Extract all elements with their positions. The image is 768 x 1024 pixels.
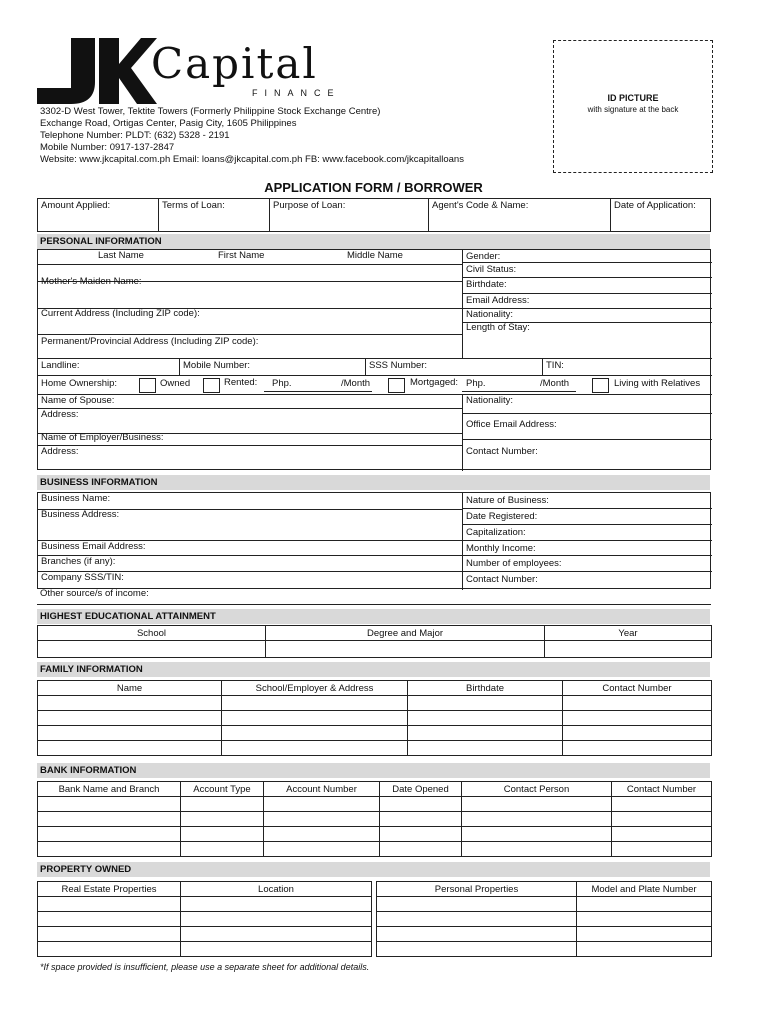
middle-name-label: Middle Name: [347, 250, 403, 261]
living-with-relatives-checkbox[interactable]: [592, 378, 609, 393]
family-header-birthdate: Birthdate: [408, 681, 563, 696]
address-line: 3302-D West Tower, Tektite Towers (Formerly Philippine Stock Exchange Centre): [40, 106, 381, 117]
jk-logo-icon: [37, 38, 157, 104]
table-cell[interactable]: [577, 927, 712, 942]
spouse-name-label: Name of Spouse:: [41, 395, 115, 406]
table-cell[interactable]: [38, 711, 222, 726]
rented-php-label: Php.: [272, 378, 292, 389]
table-row: [377, 912, 712, 927]
property-owned-heading: PROPERTY OWNED: [37, 862, 710, 877]
table-row: [38, 711, 712, 726]
table-cell[interactable]: [38, 827, 181, 842]
bank-header-contact-person: Contact Person: [462, 782, 612, 797]
table-cell[interactable]: [563, 711, 712, 726]
bank-table: [37, 781, 712, 857]
mobile-line: Mobile Number: 0917-137-2847: [40, 142, 175, 153]
business-info-block: [37, 492, 711, 589]
table-cell[interactable]: [222, 711, 408, 726]
business-contact-label: Contact Number:: [466, 574, 538, 585]
other-income-label: Other source/s of income:: [40, 588, 149, 599]
table-row: [377, 927, 712, 942]
table-cell[interactable]: [563, 696, 712, 711]
property-header-location: Location: [181, 882, 372, 897]
table-cell[interactable]: [181, 797, 264, 812]
bank-header-account-number: Account Number: [264, 782, 380, 797]
logo-main-text: Capital: [151, 39, 318, 88]
table-cell[interactable]: [38, 942, 181, 957]
table-cell[interactable]: [462, 842, 612, 857]
nationality-label: Nationality:: [466, 309, 513, 320]
mortgaged-month-label: /Month: [540, 378, 570, 389]
gender-label: Gender:: [466, 251, 501, 262]
table-cell[interactable]: [462, 827, 612, 842]
table-cell[interactable]: [181, 897, 372, 912]
landline-label: Landline:: [41, 360, 80, 371]
table-cell[interactable]: [377, 897, 577, 912]
table-cell[interactable]: [222, 726, 408, 741]
table-cell[interactable]: [462, 812, 612, 827]
table-cell[interactable]: [38, 842, 181, 857]
table-cell[interactable]: [264, 827, 380, 842]
table-cell[interactable]: [612, 812, 712, 827]
bank-header-account-type: Account Type: [181, 782, 264, 797]
table-cell[interactable]: [380, 827, 462, 842]
amount-applied-label: Amount Applied:: [41, 200, 111, 211]
table-cell[interactable]: [408, 696, 563, 711]
table-cell[interactable]: [38, 641, 266, 658]
mortgaged-amount-line[interactable]: [462, 391, 576, 392]
family-info-heading: FAMILY INFORMATION: [37, 662, 710, 677]
table-cell[interactable]: [266, 641, 545, 658]
id-picture-box[interactable]: [553, 40, 713, 173]
table-cell[interactable]: [408, 741, 563, 756]
education-heading: HIGHEST EDUCATIONAL ATTAINMENT: [37, 609, 710, 624]
table-row: [38, 842, 712, 857]
table-cell[interactable]: [38, 912, 181, 927]
table-cell[interactable]: [181, 827, 264, 842]
rented-checkbox[interactable]: [203, 378, 220, 393]
last-name-label: Last Name: [98, 250, 144, 261]
business-email-label: Business Email Address:: [41, 541, 146, 552]
table-cell[interactable]: [264, 842, 380, 857]
tin-label: TIN:: [546, 360, 564, 371]
table-row: [38, 912, 372, 927]
spouse-nationality-label: Nationality:: [466, 395, 513, 406]
monthly-income-label: Monthly Income:: [466, 543, 536, 554]
owned-checkbox[interactable]: [139, 378, 156, 393]
first-name-label: First Name: [218, 250, 265, 261]
company-sss-tin-label: Company SSS/TIN:: [41, 572, 124, 583]
office-email-label: Office Email Address:: [466, 419, 557, 430]
family-header-name: Name: [38, 681, 222, 696]
table-row: [377, 942, 712, 957]
table-row: [38, 741, 712, 756]
table-row: [38, 812, 712, 827]
id-picture-title: ID PICTURE: [607, 93, 659, 103]
date-registered-label: Date Registered:: [466, 511, 538, 522]
id-picture-note: with signature at the back: [587, 105, 679, 114]
purpose-of-loan-label: Purpose of Loan:: [273, 200, 346, 211]
sss-number-label: SSS Number:: [369, 360, 428, 371]
rented-amount-line[interactable]: [264, 391, 372, 392]
business-info-heading: BUSINESS INFORMATION: [37, 475, 710, 490]
table-row: [38, 927, 372, 942]
date-of-application-label: Date of Application:: [614, 200, 696, 211]
education-header-school: School: [38, 626, 266, 641]
table-cell[interactable]: [612, 842, 712, 857]
table-cell[interactable]: [377, 942, 577, 957]
birthdate-label: Birthdate:: [466, 279, 507, 290]
table-cell[interactable]: [545, 641, 712, 658]
table-cell[interactable]: [38, 696, 222, 711]
table-row: [38, 641, 712, 658]
table-row: [38, 827, 712, 842]
table-cell[interactable]: [181, 842, 264, 857]
table-cell[interactable]: [462, 797, 612, 812]
business-name-label: Business Name:: [41, 493, 111, 504]
table-cell[interactable]: [612, 827, 712, 842]
education-table: [37, 625, 712, 658]
table-cell[interactable]: [380, 812, 462, 827]
table-cell[interactable]: [38, 927, 181, 942]
owned-label: Owned: [160, 378, 191, 389]
bank-header-date-opened: Date Opened: [380, 782, 462, 797]
footnote: *If space provided is insufficient, please use a separate sheet for additional details.: [40, 962, 370, 972]
company-address: [40, 106, 464, 166]
table-cell[interactable]: [563, 726, 712, 741]
current-address-label: Current Address (Including ZIP code):: [41, 308, 200, 319]
property-header-model-plate: Model and Plate Number: [577, 882, 712, 897]
table-cell[interactable]: [38, 741, 222, 756]
table-cell[interactable]: [612, 797, 712, 812]
family-header-contact: Contact Number: [563, 681, 712, 696]
permanent-address-label: Permanent/Provincial Address (Including ZIP code):: [41, 336, 259, 347]
table-cell[interactable]: [38, 797, 181, 812]
employer-contact-label: Contact Number:: [466, 446, 538, 457]
employer-address-label: Address:: [41, 446, 79, 457]
table-cell[interactable]: [577, 897, 712, 912]
address-line: Exchange Road, Ortigas Center, Pasig City, 1605 Philippines: [40, 118, 297, 129]
mortgaged-php-label: Php.: [466, 378, 486, 389]
table-row: [38, 897, 372, 912]
real-estate-table: [37, 881, 372, 957]
bank-info-heading: BANK INFORMATION: [37, 763, 710, 778]
table-row: [38, 726, 712, 741]
table-cell[interactable]: [377, 912, 577, 927]
rented-label: Rented:: [224, 377, 258, 388]
table-cell[interactable]: [38, 897, 181, 912]
table-cell[interactable]: [181, 942, 372, 957]
business-address-label: Business Address:: [41, 509, 120, 520]
table-cell[interactable]: [577, 942, 712, 957]
table-cell[interactable]: [222, 696, 408, 711]
table-cell[interactable]: [264, 797, 380, 812]
rented-month-label: /Month: [341, 378, 371, 389]
civil-status-label: Civil Status:: [466, 264, 517, 275]
table-cell[interactable]: [380, 842, 462, 857]
form-title: APPLICATION FORM / BORROWER: [264, 180, 483, 195]
company-logo: [37, 38, 347, 104]
length-of-stay-label: Length of Stay:: [466, 322, 530, 333]
email-label: Email Address:: [466, 295, 530, 306]
table-row: [38, 696, 712, 711]
telephone-line: Telephone Number: PLDT: (632) 5328 - 2191: [40, 130, 230, 141]
property-header-real-estate: Real Estate Properties: [38, 882, 181, 897]
table-cell[interactable]: [577, 912, 712, 927]
spouse-address-label: Address:: [41, 409, 79, 420]
education-header-degree: Degree and Major: [266, 626, 545, 641]
table-cell[interactable]: [38, 726, 222, 741]
website-line: Website: www.jkcapital.com.ph Email: loans@jkcapital.com.ph FB: www.facebook.com/jkcapitalloans: [40, 154, 464, 165]
table-row: [377, 897, 712, 912]
number-of-employees-label: Number of employees:: [466, 558, 562, 569]
loan-details-row: [37, 198, 711, 232]
table-cell[interactable]: [181, 912, 372, 927]
education-header-year: Year: [545, 626, 712, 641]
bank-header-contact-number: Contact Number: [612, 782, 712, 797]
table-cell[interactable]: [408, 726, 563, 741]
terms-of-loan-label: Terms of Loan:: [162, 200, 225, 211]
personal-info-block: [37, 249, 711, 470]
table-cell[interactable]: [181, 927, 372, 942]
mothers-maiden-name-label: Mother's Maiden Name:: [41, 276, 142, 287]
living-with-relatives-label: Living with Relatives: [614, 378, 701, 389]
bank-header-name-branch: Bank Name and Branch: [38, 782, 181, 797]
nature-of-business-label: Nature of Business:: [466, 495, 549, 506]
table-cell[interactable]: [264, 812, 380, 827]
table-row: [38, 797, 712, 812]
family-table: [37, 680, 712, 756]
table-cell[interactable]: [380, 797, 462, 812]
personal-properties-table: [376, 881, 712, 957]
table-cell[interactable]: [408, 711, 563, 726]
branches-label: Branches (if any):: [41, 556, 116, 567]
property-header-personal: Personal Properties: [377, 882, 577, 897]
agent-code-label: Agent's Code & Name:: [432, 200, 529, 211]
mortgaged-label: Mortgaged:: [410, 377, 459, 388]
table-cell[interactable]: [377, 927, 577, 942]
family-header-school-employer: School/Employer & Address: [222, 681, 408, 696]
logo-sub-text: FINANCE: [252, 88, 341, 98]
table-row: [38, 942, 372, 957]
table-cell[interactable]: [563, 741, 712, 756]
mobile-number-label: Mobile Number:: [183, 360, 251, 371]
table-cell[interactable]: [222, 741, 408, 756]
capitalization-label: Capitalization:: [466, 527, 526, 538]
mortgaged-checkbox[interactable]: [388, 378, 405, 393]
home-ownership-label: Home Ownership:: [41, 378, 118, 389]
table-cell[interactable]: [181, 812, 264, 827]
personal-info-heading: PERSONAL INFORMATION: [37, 234, 710, 249]
table-cell[interactable]: [38, 812, 181, 827]
employer-name-label: Name of Employer/Business:: [41, 432, 164, 443]
